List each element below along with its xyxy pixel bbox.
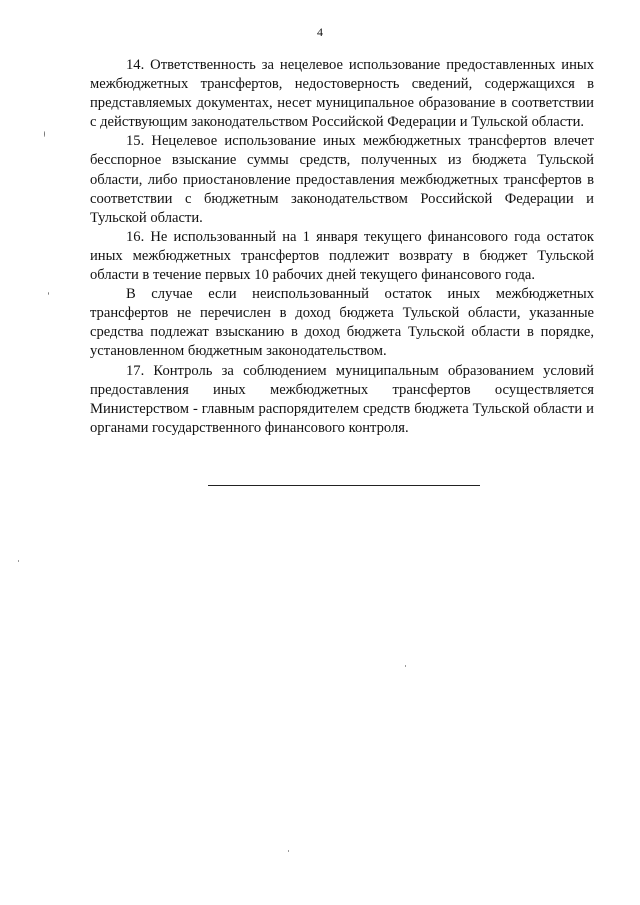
paragraph-15: 15. Нецелевое использование иных межбюджетных трансфертов влечет бесспорное взыскание суммы средств, полученных из бюджета Тульской области, либо приостановление предоставления межбюджетных трансфертов в соответствии с бюджетным законодательством Российской Федерации и Тульской области. bbox=[90, 133, 594, 226]
page-number: 4 bbox=[317, 25, 323, 39]
scan-speck bbox=[405, 665, 406, 667]
document-body bbox=[90, 56, 594, 438]
paragraph-17: 17. Контроль за соблюдением муниципальным образованием условий предоставления иных межбюджетных трансфертов осуществляется Министерством - главным распорядителем средств бюджета Тульской области и органами государственного финансового контроля. bbox=[90, 362, 594, 436]
scan-speck bbox=[18, 560, 19, 562]
end-divider-line bbox=[208, 485, 480, 486]
scan-speck bbox=[48, 292, 49, 295]
scan-speck bbox=[288, 850, 289, 852]
paragraph-16-continuation: В случае если неиспользованный остаток иных межбюджетных трансфертов не перечислен в доход бюджета Тульской области, указанные средства подлежат взысканию в доход бюджета Тульской области в порядке, установленном бюджетным законодательством. bbox=[90, 286, 594, 360]
scan-speck bbox=[44, 131, 45, 137]
paragraph-14: 14. Ответственность за нецелевое использование предоставленных иных межбюджетных трансфертов, недостоверность сведений, содержащихся в представляемых документах, несет муниципальное образование в соответствии с действующим законодательством Российской Федерации и Тульской области. bbox=[90, 57, 594, 131]
paragraph-16: 16. Не использованный на 1 января текущего финансового года остаток иных межбюджетных трансфертов подлежит возврату в бюджет Тульской области в течение первых 10 рабочих дней текущего финансового года. bbox=[90, 228, 594, 284]
